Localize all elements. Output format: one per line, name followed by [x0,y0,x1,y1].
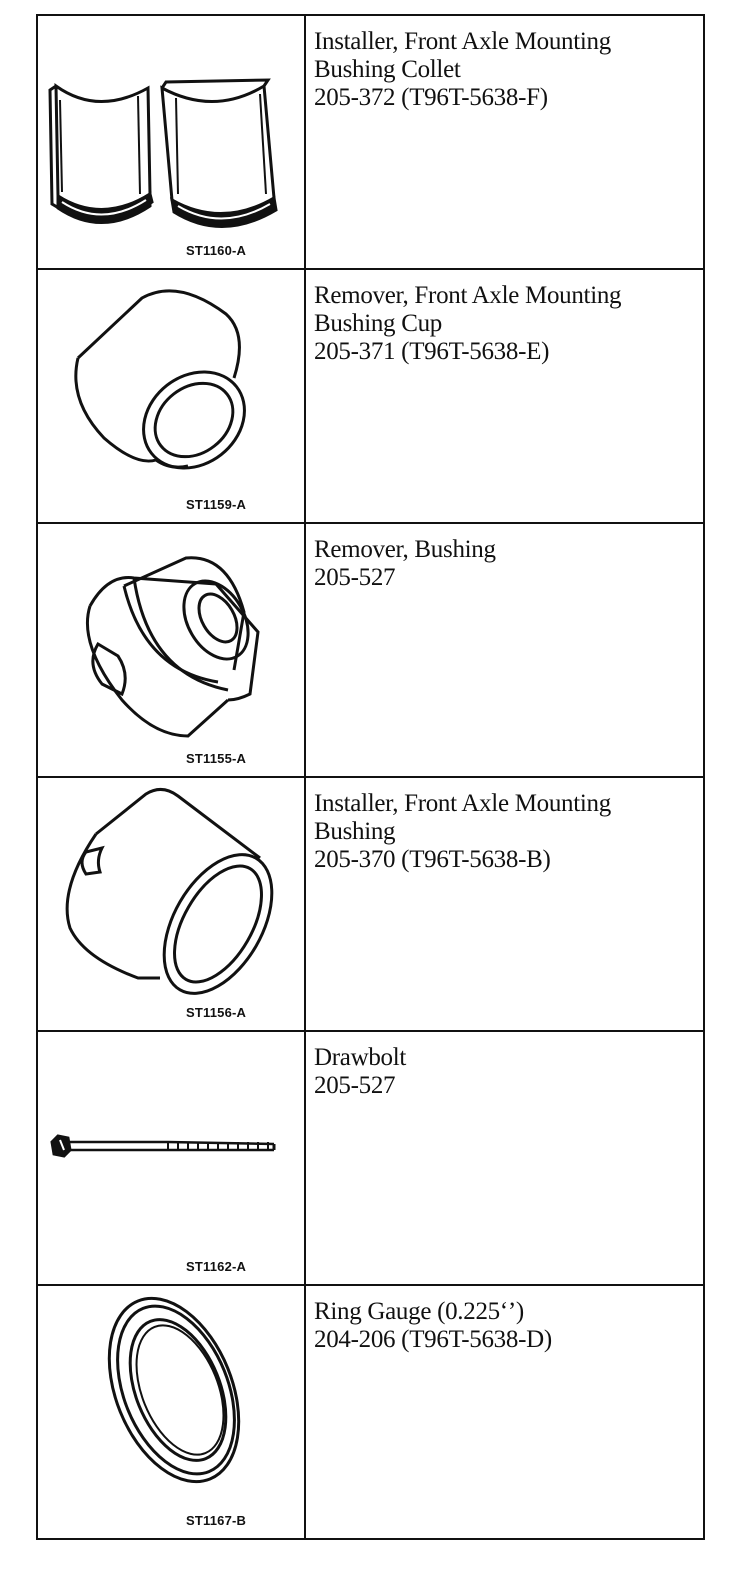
tool-name-line: Bushing Cup [314,310,442,337]
tool-row [37,1031,704,1285]
tool-illustration-cell [37,523,305,777]
tool-name-line: Ring Gauge (0.225‘’) [314,1298,524,1325]
tool-description-cell [305,269,704,523]
tool-description-cell [305,15,704,269]
drawbolt-icon [38,1032,304,1284]
tool-number: 205-370 (T96T-5638-B) [314,846,551,873]
tool-number: 205-371 (T96T-5638-E) [314,338,550,365]
tool-number: 204-206 (T96T-5638-D) [314,1326,552,1353]
tool-description [314,1298,703,1354]
bushing-remover-icon [38,524,304,776]
tool-description [314,1044,703,1100]
illustration-code: ST1155-A [186,751,247,766]
tool-name-line: Remover, Front Axle Mounting [314,282,622,309]
tool-description [314,790,703,874]
tool-description [314,536,703,592]
tool-number: 205-372 (T96T-5638-F) [314,84,548,111]
tool-illustration-cell [37,15,305,269]
tool-row [37,15,704,269]
special-tools-table [36,14,705,1540]
tool-illustration-cell [37,269,305,523]
tool-illustration-cell [37,1031,305,1285]
tool-name-line: Bushing [314,818,396,845]
tool-row [37,523,704,777]
tool-row [37,777,704,1031]
tool-name-line: Remover, Bushing [314,536,496,563]
illustration-code: ST1156-A [186,1005,247,1020]
bushing-collet-halves-icon [38,16,304,268]
tool-name-line: Installer, Front Axle Mounting [314,28,611,55]
ring-gauge-icon [38,1286,304,1538]
bushing-installer-icon [38,778,304,1030]
illustration-code: ST1159-A [186,497,247,512]
tool-description-cell [305,523,704,777]
tool-illustration-cell [37,1285,305,1539]
tool-row [37,269,704,523]
bushing-cup-cylinder-icon [38,270,304,522]
tool-name-line: Installer, Front Axle Mounting [314,790,611,817]
tool-description-cell [305,1285,704,1539]
tool-illustration-cell [37,777,305,1031]
tool-description [314,282,703,366]
illustration-code: ST1160-A [186,243,247,258]
tool-row [37,1285,704,1539]
tool-number: 205-527 [314,1072,396,1099]
illustration-code: ST1162-A [186,1259,247,1274]
illustration-code: ST1167-B [186,1513,247,1528]
tool-description-cell [305,1031,704,1285]
tool-name-line: Bushing Collet [314,56,461,83]
tool-description-cell [305,777,704,1031]
tool-description [314,28,703,112]
tool-number: 205-527 [314,564,396,591]
tool-name-line: Drawbolt [314,1044,407,1071]
